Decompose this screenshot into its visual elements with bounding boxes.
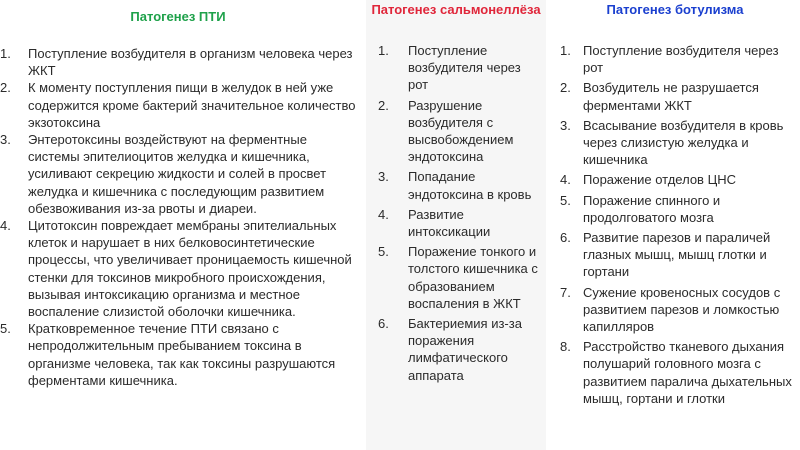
list-item: 6. Бактериемия из-за поражения лимфатического аппарата bbox=[378, 316, 522, 383]
list-item: 5. Поражение тонкого и толстого кишечника с образованием воспаления в ЖКТ bbox=[378, 244, 538, 311]
list-item: 1. Поступление возбудителя в организм человека через ЖКТ bbox=[0, 46, 353, 79]
list-item: 1. Поступление возбудителя через рот bbox=[560, 43, 779, 76]
column-botulism bbox=[550, 0, 800, 410]
column-title-botulism: Патогенез ботулизма bbox=[606, 2, 744, 17]
list-item: 2. Разрушение возбудителя с высвобождением эндотоксина bbox=[378, 97, 514, 165]
column-title-pti: Патогенез ПТИ bbox=[130, 9, 226, 24]
column-salmonellosis bbox=[366, 0, 546, 450]
list-item: 3. Всасывание возбудителя в кровь через слизистую желудка и кишечника bbox=[560, 117, 784, 168]
list-item: 4. Цитотоксин повреждает мембраны эпителиальных клеток и нарушает в них белковосинтетические процессы, что увеличивает проницаемость кишечной стенки для токсинов микробного происхождения, вызывая интоксикацию организма и местное воспаление слизистой оболочки кишечника. bbox=[0, 218, 352, 320]
list-item: 5. Кратковременное течение ПТИ связано с непродолжительным пребыванием токсина в организме человека, так как токсины разрушаются ферментами кишечника. bbox=[0, 321, 336, 388]
list-botulism bbox=[550, 42, 800, 407]
list-pti bbox=[0, 45, 364, 389]
list-item: 3. Энтеротоксины воздействуют на ферментные системы эпителиоцитов желудка и кишечника, усиливают секрецию жидкости и солей в просвет желудка и кишечника с последующим развитием обезвоживания из-за рвоты и диареи. bbox=[0, 132, 327, 216]
list-item: 4. Поражение отделов ЦНС bbox=[560, 172, 736, 188]
list-item: 2. К моменту поступления пищи в желудок в ней уже содержится кроме бактерий значительное количество экзотоксина bbox=[0, 80, 356, 130]
list-item: 6. Развитие парезов и параличей глазных мышц, мышц глотки и гортани bbox=[560, 230, 771, 280]
list-item: 7. Сужение кровеносных сосудов с развитием парезов и ломкостью капилляров bbox=[560, 284, 781, 335]
list-item: 5. Поражение спинного и продолговатого мозга bbox=[560, 192, 721, 225]
list-item: 1. Поступление возбудителя через рот bbox=[378, 43, 521, 93]
column-pti bbox=[0, 0, 364, 389]
list-salmonellosis bbox=[366, 42, 546, 384]
list-item: 3. Попадание эндотоксина в кровь bbox=[378, 169, 532, 202]
list-item: 8. Расстройство тканевого дыхания полушарий головного мозга с развитием паралича дыхательных мышц, гортани и глотки bbox=[560, 339, 792, 406]
list-item: 2. Возбудитель не разрушается ферментами ЖКТ bbox=[560, 80, 759, 113]
column-title-salmonellosis: Патогенез сальмонеллёза bbox=[371, 2, 541, 17]
list-item: 4. Развитие интоксикации bbox=[378, 206, 491, 240]
